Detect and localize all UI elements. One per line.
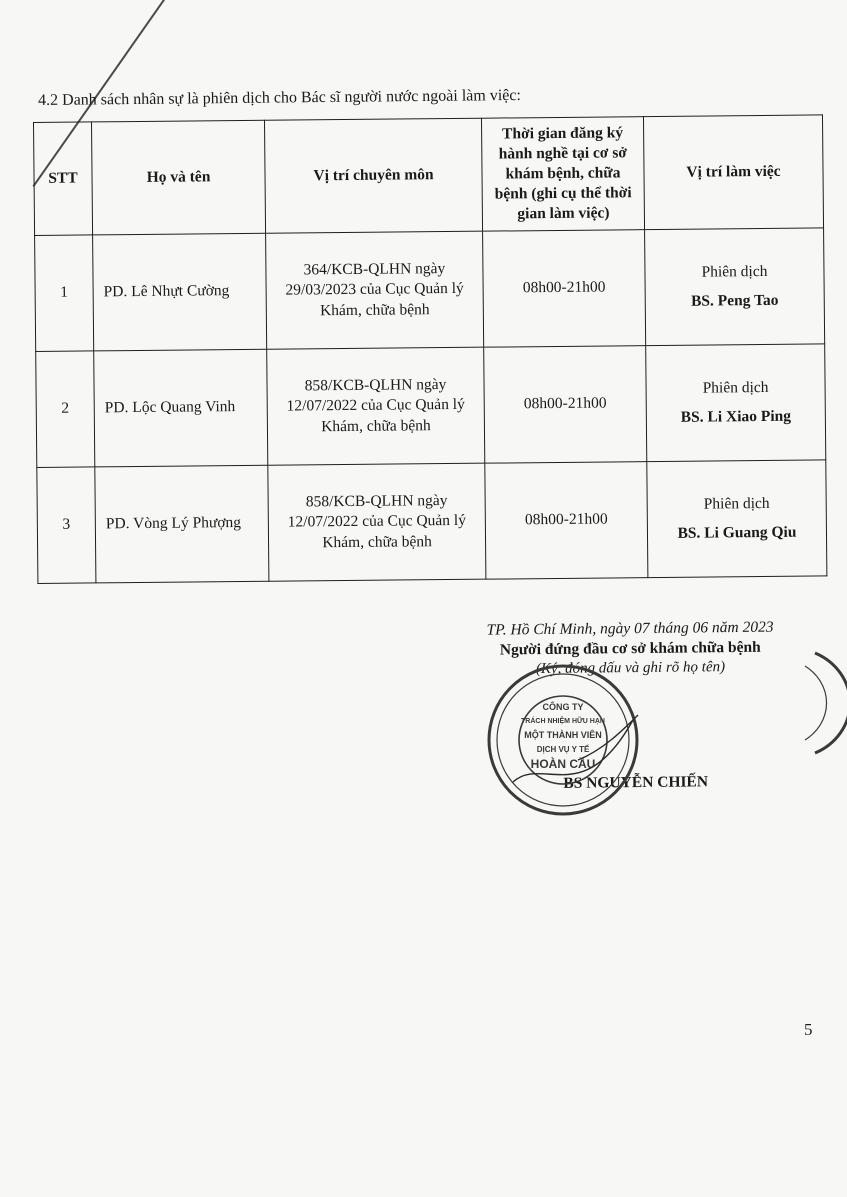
company-seal-stamp <box>483 660 643 820</box>
cell-position: 858/KCB-QLHN ngày 12/07/2022 của Cục Quản lý Khám, chữa bệnh <box>267 347 485 465</box>
table-row <box>35 228 825 352</box>
section-title: 4.2 Danh sách nhân sự là phiên dịch cho Bác sĩ người nước ngoài làm việc: <box>38 86 521 109</box>
header-name: Họ và tên <box>92 120 266 235</box>
table-row <box>37 460 827 584</box>
table-row <box>36 344 826 468</box>
cell-time: 08h00-21h00 <box>485 462 648 580</box>
signature-note: (Ký, đóng dấu và ghi rõ họ tên) <box>535 659 726 678</box>
cell-stt: 2 <box>36 351 95 468</box>
page-number: 5 <box>804 1020 813 1039</box>
interpreter-staff-table <box>33 114 827 584</box>
cell-time: 08h00-21h00 <box>484 346 647 464</box>
table-header-row <box>34 115 824 236</box>
cell-name: PD. Lộc Quang Vinh <box>94 349 268 467</box>
cell-work <box>645 228 825 346</box>
cell-role: Phiên dịch <box>703 495 770 513</box>
stamp-line-5: HOÀN CẦU <box>530 757 596 771</box>
cell-name: PD. Vòng Lý Phượng <box>95 465 269 583</box>
header-work: Vị trí làm việc <box>643 115 823 230</box>
header-time: Thời gian đăng ký hành nghề tại cơ sở khám bệnh, chữa bệnh (ghi cụ thể thời gian làm việc) <box>481 117 644 232</box>
cell-stt: 3 <box>37 467 96 584</box>
cell-work <box>647 460 827 578</box>
cell-position: 364/KCB-QLHN ngày 29/03/2023 của Cục Quản lý Khám, chữa bệnh <box>266 231 484 349</box>
cell-role: Phiên dịch <box>701 263 768 281</box>
cell-stt: 1 <box>35 235 94 352</box>
header-position: Vị trí chuyên môn <box>264 118 482 233</box>
cell-doctor: BS. Peng Tao <box>690 291 779 310</box>
signature-date-line: TP. Hồ Chí Minh, ngày 07 tháng 06 năm 2023 <box>486 618 774 639</box>
signature-role: Người đứng đầu cơ sở khám chữa bệnh <box>499 638 761 659</box>
signer-name: BS NGUYỄN CHIẾN <box>563 773 709 792</box>
header-stt: STT <box>34 122 93 236</box>
cell-name: PD. Lê Nhựt Cường <box>93 233 267 351</box>
cell-doctor: BS. Li Xiao Ping <box>680 407 792 426</box>
cell-time: 08h00-21h00 <box>483 230 646 348</box>
cell-role: Phiên dịch <box>702 379 769 397</box>
cell-work <box>646 344 826 462</box>
stamp-line-1: CÔNG TY <box>542 702 584 712</box>
cell-position: 858/KCB-QLHN ngày 12/07/2022 của Cục Quản lý Khám, chữa bệnh <box>268 463 486 581</box>
stamp-line-4: DỊCH VỤ Y TẾ <box>536 745 590 754</box>
partial-seal-stamp <box>795 648 847 758</box>
stamp-line-2: TRÁCH NHIỆM HỮU HẠN <box>521 718 605 725</box>
cell-doctor: BS. Li Guang Qiu <box>677 523 797 542</box>
stamp-line-3: MỘT THÀNH VIÊN <box>524 730 602 740</box>
